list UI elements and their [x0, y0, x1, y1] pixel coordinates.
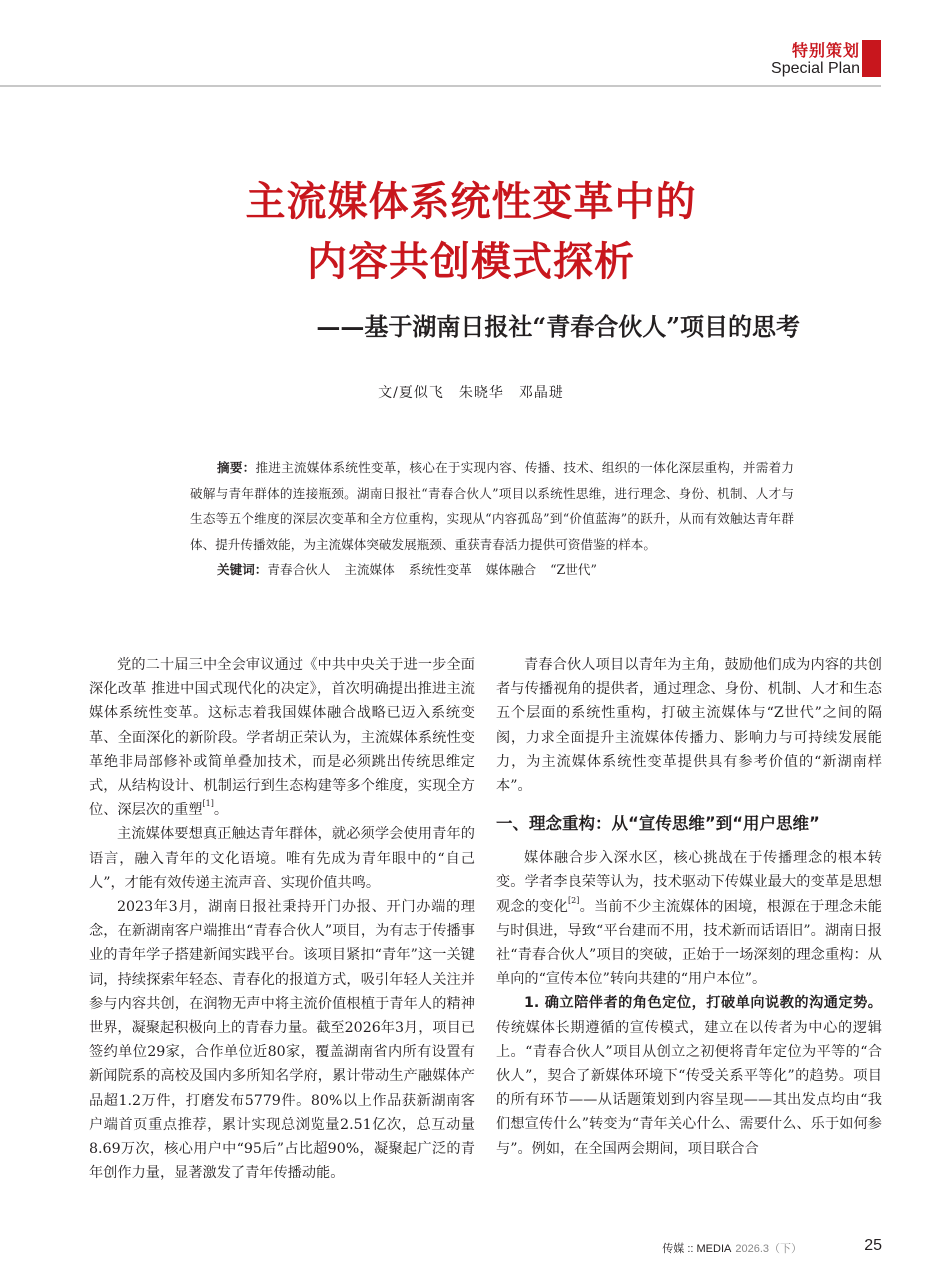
keywords-label: 关键词：: [217, 562, 268, 578]
article-authors: 文/夏似飞 朱晓华 邓晶琎: [378, 385, 564, 401]
article-title-line2: 内容共创模式探析: [307, 239, 635, 285]
abstract-text: 推进主流媒体系统性变革，核心在于实现内容、传播、技术、组织的一体化深层重构，并需着力破解与青年群体的连接瓶颈。湖南日报社“青春合伙人”项目以系统性思维，进行理念、身份、机制、人才与生态等五个维度的深层次变革和全方位重构，实现从“内容孤岛”到“价值蓝海”的跃升，从而有效触达青年群体、提升传播效能，为主流媒体突破发展瓶颈、重获青春活力提供可资借鉴的样本。: [190, 460, 795, 552]
section-marker-block: [862, 40, 881, 77]
footer-journal: [662, 1240, 802, 1256]
keyword: “Z世代”: [550, 562, 597, 578]
page-footer: [660, 1237, 882, 1257]
paragraph-text: 。当前不少主流媒体的困境，根源在于理念未能与时俱进，导致“平台建而不用，技术新而话语旧”。湖南日报社“青春合伙人”项目的突破，正始于一场深刻的理念重构：从单向的“宣传本位”转向共建的“用户本位”。: [496, 898, 882, 988]
citation-ref: [1]: [202, 799, 214, 809]
body-column-right: [496, 653, 882, 1161]
abstract-block: [190, 455, 794, 583]
section-label-cn: 特别策划: [791, 41, 860, 60]
paragraph-text: 媒体融合步入深水区，核心挑战在于传播理念的根本转变。学者李良荣等认为，技术驱动下传媒业最大的变革是思想观念的变化: [496, 850, 882, 915]
subsection-lead: 1. 确立陪伴者的角色定位，打破单向说教的沟通定势。: [524, 995, 882, 1012]
keywords-line: [190, 557, 794, 583]
section-label-en: Special Plan: [771, 60, 860, 77]
paragraph-text: 党的二十届三中全会审议通过《中共中央关于进一步全面深化改革 推进中国式现代化的决定》，首次明确提出推进主流媒体系统性变革。这标志着我国媒体融合战略已迈入系统变革、全面深化的新阶段。学者胡正荣认为，主流媒体系统性变革绝非局部修补或简单叠加技术，而是必须跳出传统思维定式，从结构设计、机制运行到生态构建等多个维度，实现全方位、深层次的重塑: [89, 657, 475, 819]
body-paragraph: [496, 846, 882, 991]
article-subtitle: ——基于湖南日报社“青春合伙人”项目的思考: [316, 312, 800, 341]
section-heading: 一、理念重构：从“宣传思维”到“用户思维”: [496, 814, 820, 834]
article-title-line1: 主流媒体系统性变革中的: [245, 179, 697, 225]
citation-ref: [2]: [568, 895, 580, 905]
body-paragraph: [89, 653, 475, 822]
body-paragraph: 主流媒体要想真正触达青年群体，就必须学会使用青年的语言，融入青年的文化语境。唯有先成为青年眼中的“自己人”，才能有效传递主流声音、实现价值共鸣。: [89, 826, 475, 891]
body-column-left: [89, 653, 475, 1185]
abstract-label: 摘要：: [217, 460, 256, 475]
body-paragraph: 青春合伙人项目以青年为主角，鼓励他们成为内容的共创者与传播视角的提供者，通过理念、身份、机制、人才和生态五个层面的系统性重构，打破主流媒体与“Z世代”之间的隔阂，力求全面提升主流媒体传播力、影响力与可持续发展能力，为主流媒体系统性变革提供具有参考价值的“新湖南样本”。: [496, 657, 882, 795]
keyword: 系统性变革: [408, 562, 472, 578]
issue-label: 2026.3（下）: [735, 1243, 802, 1255]
body-paragraph: 2023年3月，湖南日报社秉持开门办报、开门办端的理念，在新湖南客户端推出“青春合伙人”项目，为有志于传播事业的青年学子搭建新闻实践平台。该项目紧扣“青年”这一关键词，持续探索年轻态、青春化的报道方式，吸引年轻人关注并参与内容共创，在润物无声中将主流价值根植于青年人的精神世界，凝聚起积极向上的青春力量。截至2026年3月，项目已签约单位29家，合作单位近80家，覆盖湖南省内所有设置有新闻院系的高校及国内多所知名学府，累计带动生产融媒体产品超1.2万件，打磨发布5779件。80%以上作品获新湖南客户端首页重点推荐，累计实现总浏览量2.51亿次，总互动量8.69万次，核心用户中“95后”占比超90%，凝聚起广泛的青年创作力量，显著激发了青年传播动能。: [89, 899, 475, 1182]
header-rule: [0, 85, 881, 87]
keyword: 媒体融合: [485, 562, 537, 578]
body-paragraph: [496, 991, 882, 1160]
keyword: 主流媒体: [344, 562, 395, 578]
journal-name: 传媒 :: MEDIA: [662, 1243, 732, 1255]
abstract-paragraph: [190, 455, 794, 557]
page-number: 25: [864, 1237, 882, 1254]
paragraph-text: 传统媒体长期遵循的宣传模式，建立在以传者为中心的逻辑上。“青春合伙人”项目从创立之初便将青年定位为平等的“合伙人”，契合了新媒体环境下“传受关系平等化”的趋势。项目的所有环节——从话题策划到内容呈现——其出发点均由“我们想宣传什么”转变为“青年关心什么、需要什么、乐于如何参与”。例如，在全国两会期间，项目联合合: [496, 1019, 882, 1157]
keyword: 青春合伙人: [267, 562, 331, 578]
paragraph-end: 。: [213, 802, 229, 819]
